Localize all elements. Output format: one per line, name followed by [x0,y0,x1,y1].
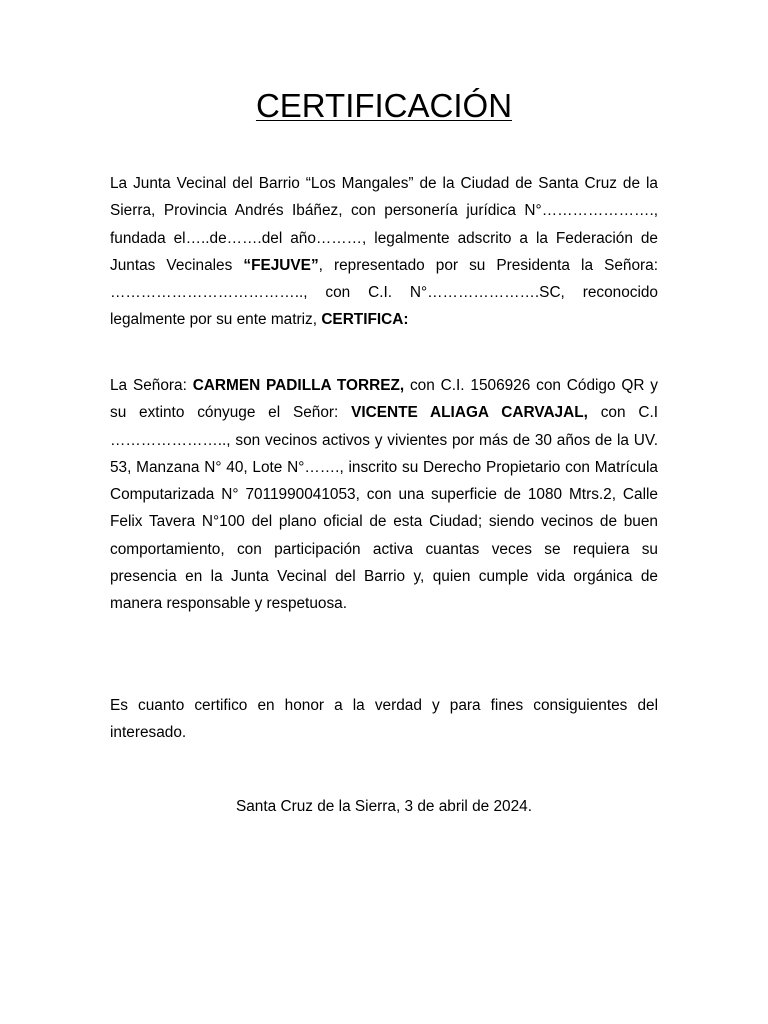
paragraph-text: con C.I ………………….., son vecinos activos y vivientes por más de 30 años de la UV. 53, Manzana N° 40, Lote N°……., inscrito su Derecho Propietario con Matrícula Computarizada N° 7011990041053, con una superficie de 1080 Mtrs.2, Calle Felix Tavera N°100 del plano oficial de esta Ciudad; siendo vecinos de buen comportamiento, con participación activa cuantas veces se requiera su presencia en la Junta Vecinal del Barrio y, quien cumple vida orgánica de manera responsable y respetuosa. [110,404,658,613]
person-name-carmen: CARMEN PADILLA TORREZ, [192,377,405,394]
paragraph-text: La Señora: [110,377,193,394]
paragraph-text: con C.I. 1506926 con Código QR y su extinto cónyuge el Señor: [110,377,658,422]
document-title: CERTIFICACIÓN [255,87,513,124]
paragraph-text: , representado por su Presidenta la Señora: ……………………………….., con C.I. N°………………….SC, reconocido legalmente por su ente matriz, [110,256,659,329]
paragraph-junta-vecinal [110,170,658,334]
date-location-line: Santa Cruz de la Sierra, 3 de abril de 2024. [235,798,533,815]
paragraph-text: La Junta Vecinal del Barrio “Los Mangales” de la Ciudad de Santa Cruz de la Sierra, Provincia Andrés Ibáñez, con personería jurídica N°…………………., fundada el…..de…….del año………, legalmente adscrito a la Federación de Juntas Vecinales [110,175,658,274]
person-name-vicente: VICENTE ALIAGA CARVAJAL, [351,404,588,422]
paragraph-closing: Es cuanto certifico en honor a la verdad y para fines consiguientes del interesado. [110,697,658,742]
paragraph-certified-persons [110,372,658,618]
fejuve-label: “FEJUVE” [243,256,319,274]
certifica-label: CERTIFICA: [321,311,409,329]
